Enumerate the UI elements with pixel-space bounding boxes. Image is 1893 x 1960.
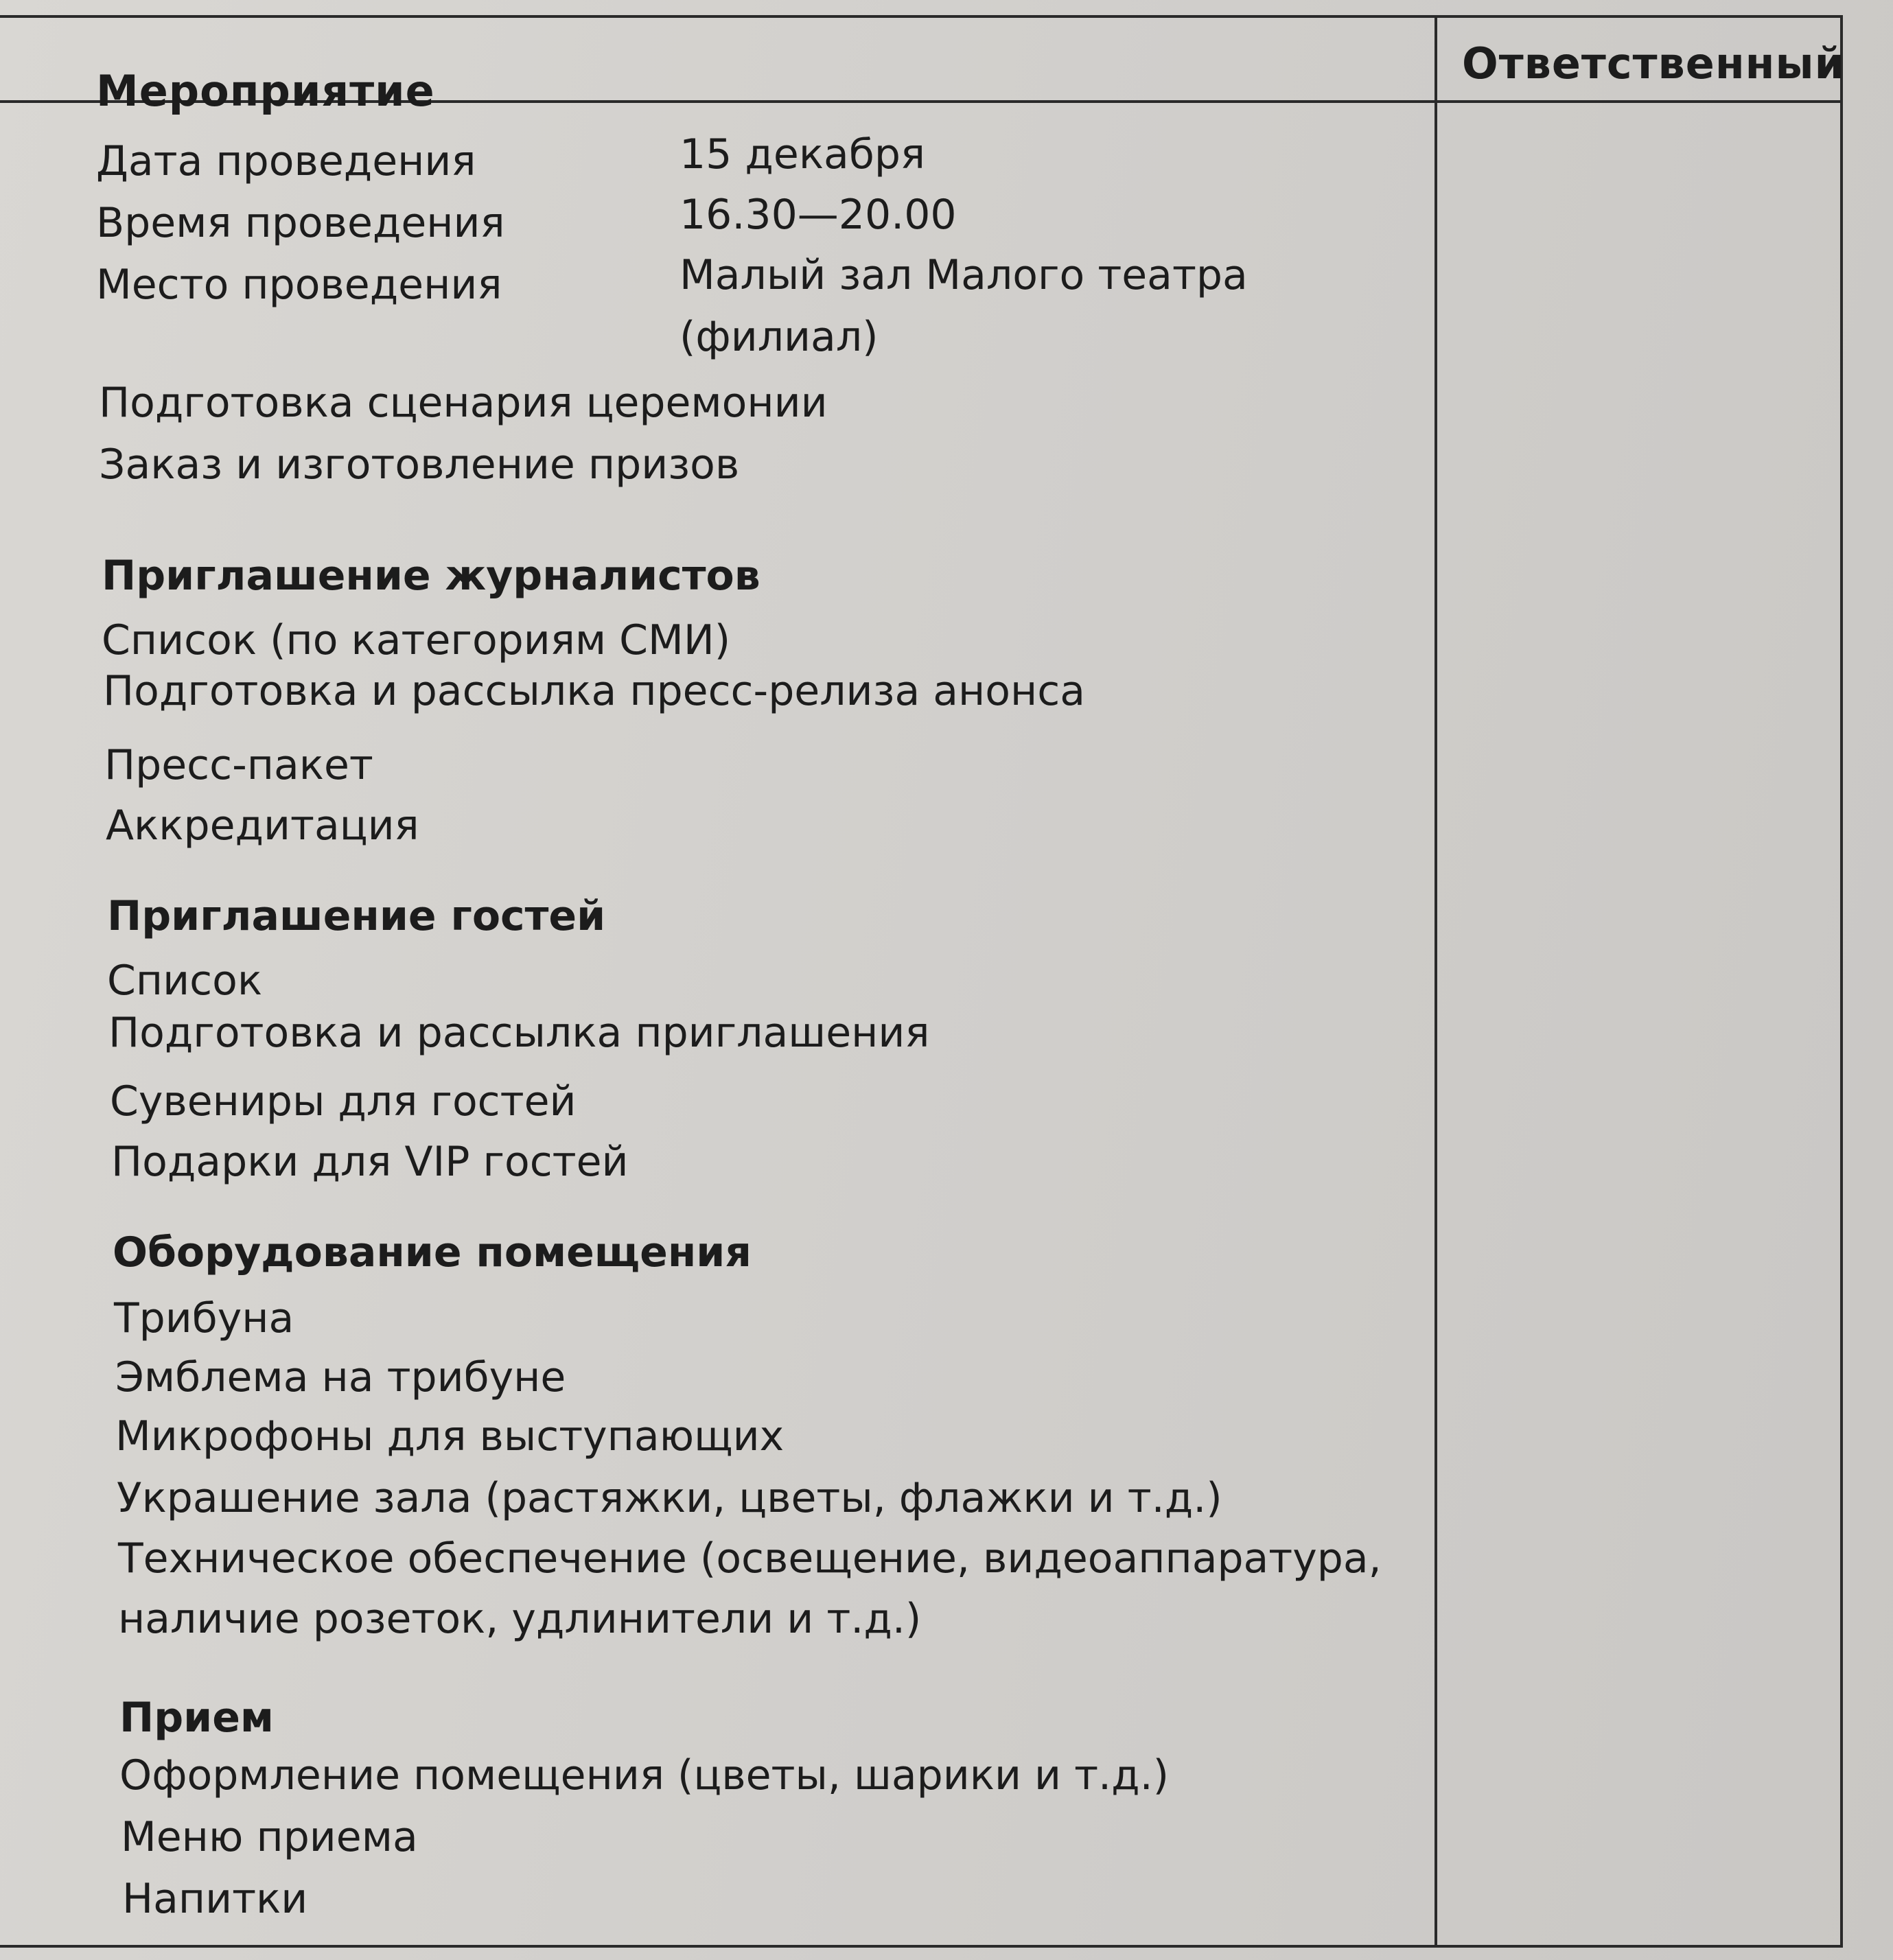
section-title-equipment: Оборудование помещения — [113, 1228, 752, 1276]
section-title-guests: Приглашение гостей — [107, 892, 606, 940]
list-item: Список — [107, 957, 263, 1005]
detail-value-time: 16.30—20.00 — [680, 191, 957, 239]
list-item: Микрофоны для выступающих — [115, 1412, 785, 1460]
item-scenario: Подготовка сценария церемонии — [99, 379, 828, 427]
list-item: Сувениры для гостей — [110, 1077, 577, 1125]
section-title-reception: Прием — [119, 1694, 274, 1742]
list-item: Подготовка и рассылка пресс-релиза анонса — [103, 667, 1085, 715]
item-prizes: Заказ и изготовление призов — [99, 441, 740, 489]
column-header-event: Мероприятие — [96, 66, 435, 116]
list-item: Пресс-пакет — [104, 741, 373, 789]
list-item: Меню приема — [121, 1813, 418, 1861]
column-divider — [1435, 15, 1437, 1948]
section-title-journalists: Приглашение журналистов — [102, 552, 760, 600]
detail-value-date: 15 декабря — [680, 130, 926, 178]
list-item: Украшение зала (растяжки, цветы, флажки и т.д.) — [117, 1474, 1222, 1522]
detail-label-date: Дата проведения — [96, 137, 476, 185]
list-item: Эмблема на трибуне — [115, 1353, 566, 1401]
list-item: Оформление помещения (цветы, шарики и т.д.) — [119, 1751, 1170, 1799]
list-item: Аккредитация — [106, 802, 419, 850]
list-item: Список (по категориям СМИ) — [102, 616, 731, 664]
list-item: Напитки — [122, 1875, 308, 1923]
list-item: наличие розеток, удлинители и т.д.) — [118, 1595, 922, 1643]
list-item: Трибуна — [114, 1294, 294, 1342]
column-header-responsible: Ответственный — [1462, 38, 1846, 89]
detail-label-place: Место проведения — [96, 261, 502, 309]
detail-value-place-2: (филиал) — [680, 313, 879, 361]
detail-value-place: Малый зал Малого театра — [680, 251, 1248, 299]
list-item: Подготовка и рассылка приглашения — [108, 1009, 930, 1057]
detail-label-time: Время проведения — [96, 199, 505, 247]
list-item: Подарки для VIP гостей — [111, 1138, 629, 1186]
list-item: Техническое обеспечение (освещение, видеоаппаратура, — [118, 1535, 1382, 1583]
